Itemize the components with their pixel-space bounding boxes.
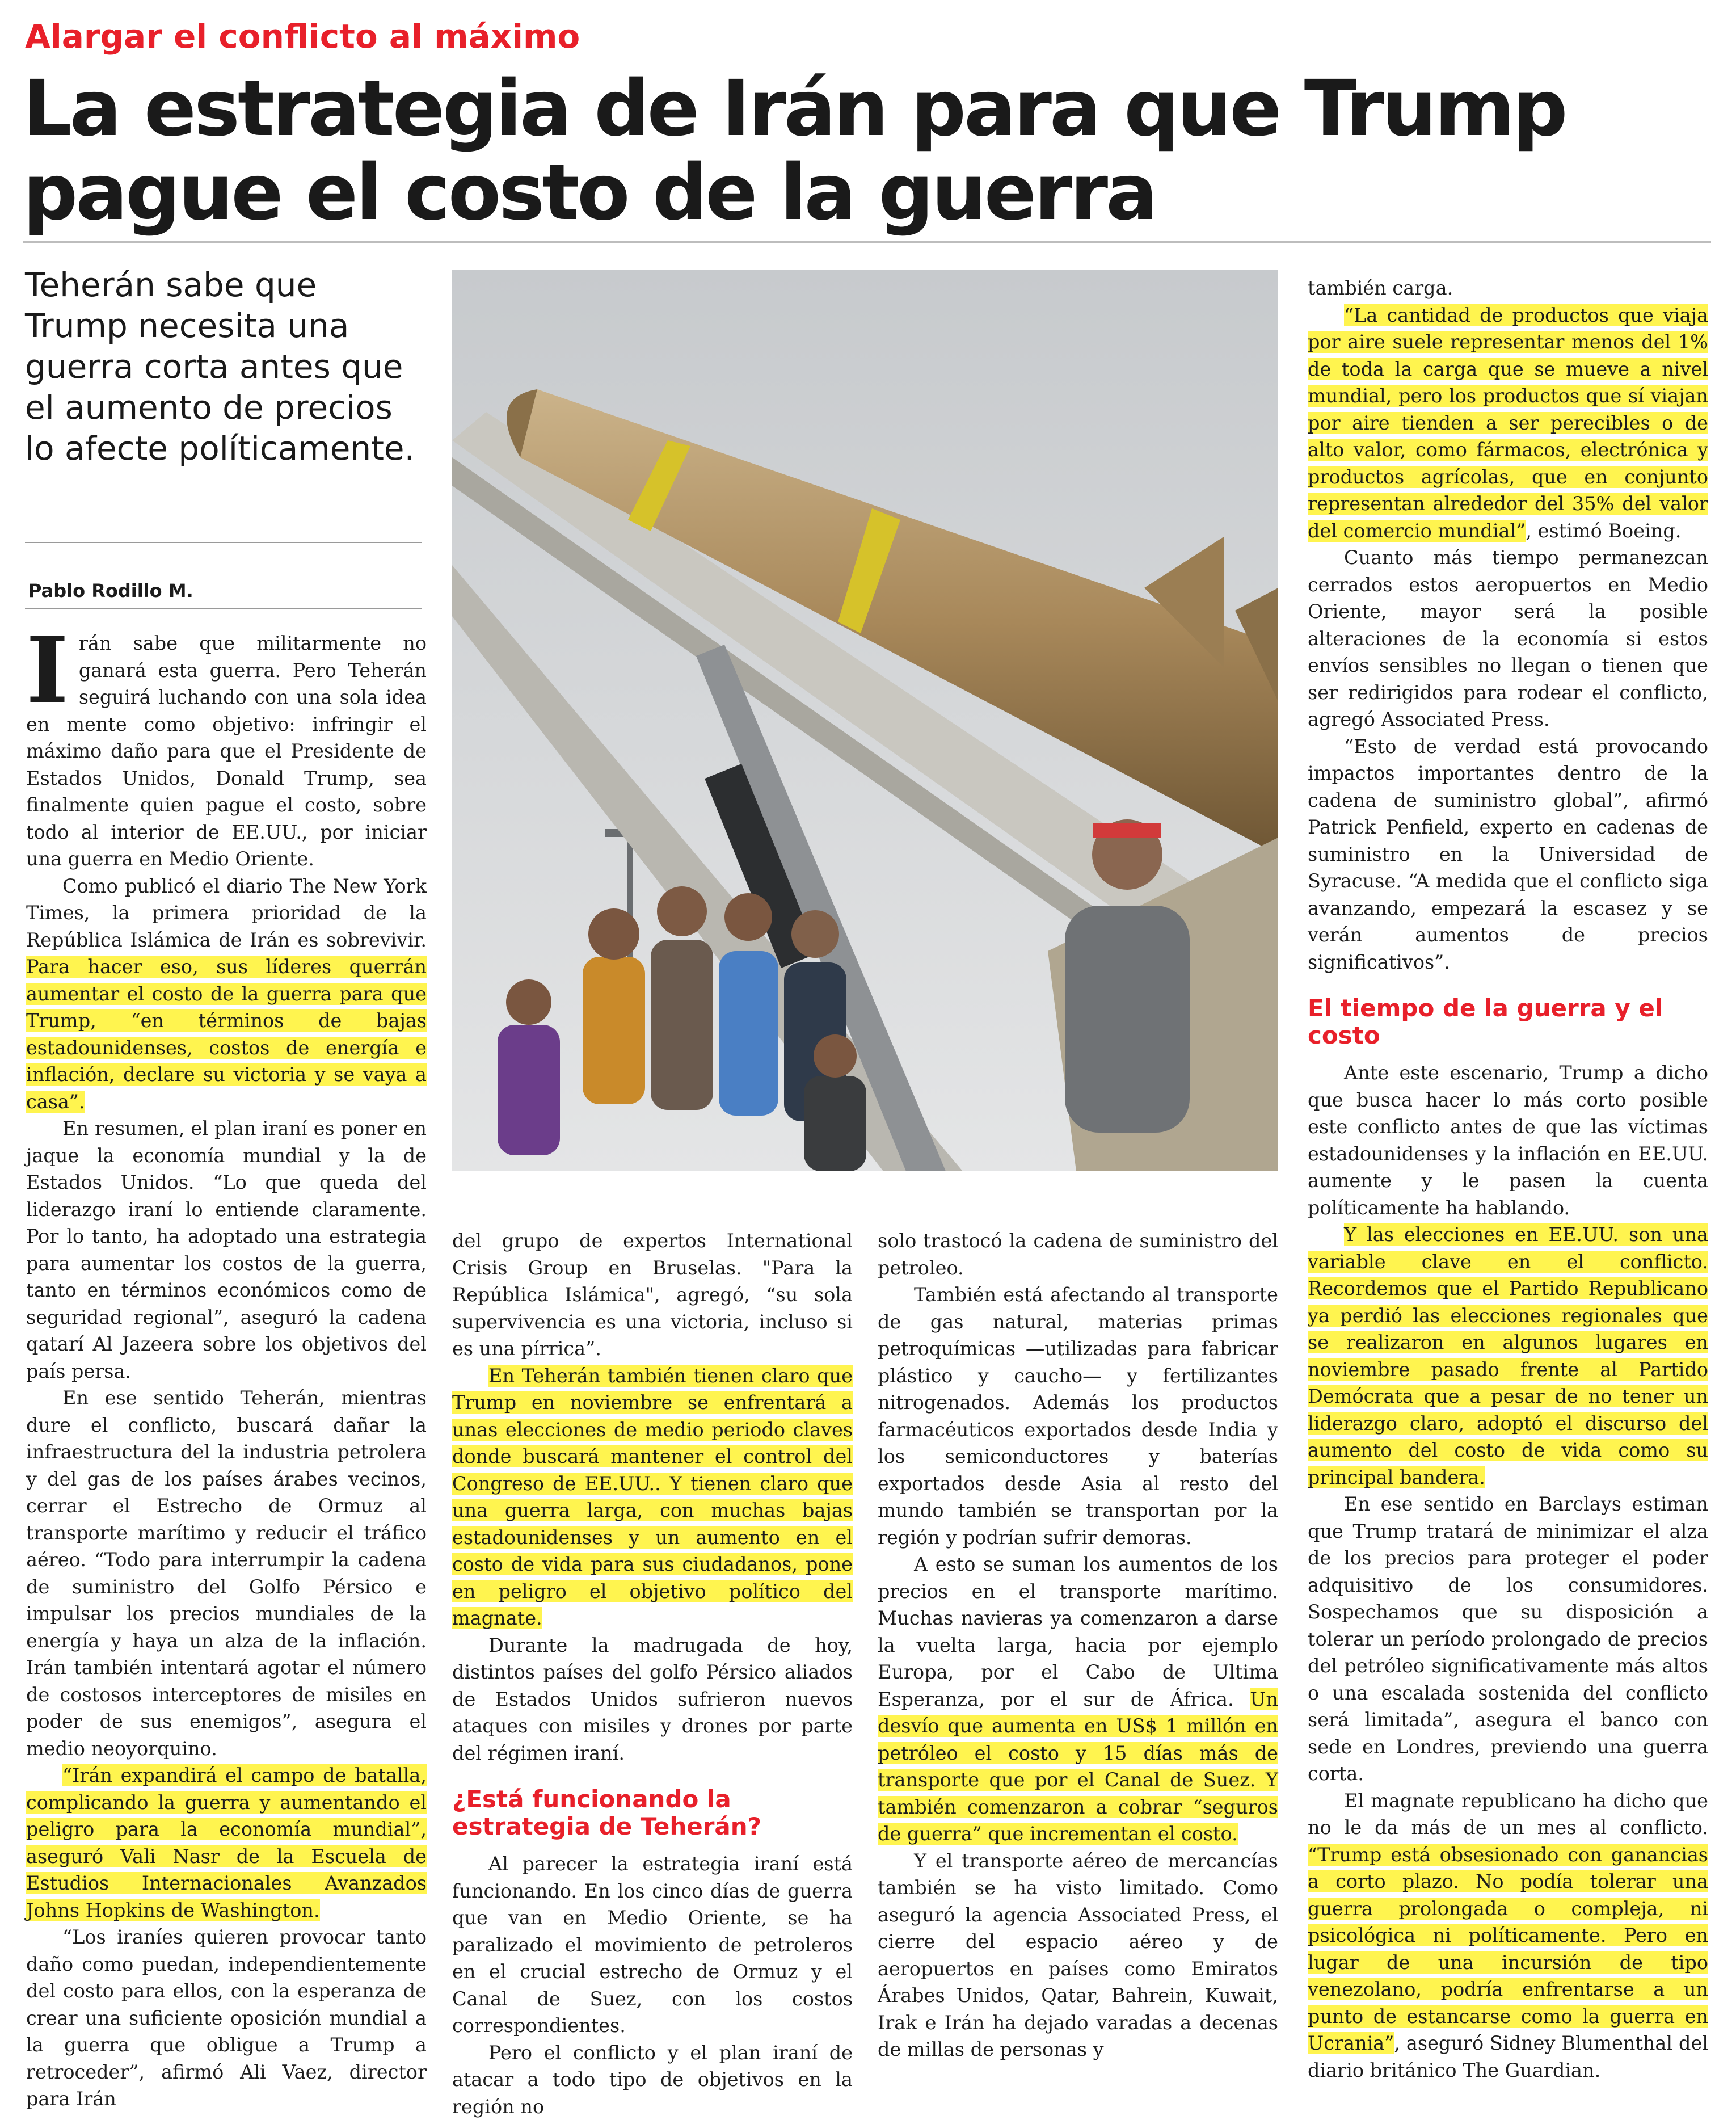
col4-subhead: El tiempo de la guerra y el costo [1308, 995, 1708, 1049]
deck: Teherán sabe que Trump necesita una guerra corta antes que el aumento de precios lo afecte políticamente. [25, 264, 422, 469]
col4-paragraph-5: Ante este escenario, Trump a dicho que busca hacer lo más corto posible este conflicto antes de que las víctimas estadounidenses y la inflación en EE.UU. aumente y le pasen la cuenta políticamente ha hablando. [1308, 1059, 1708, 1221]
col1-paragraph-3: En resumen, el plan iraní es poner en jaque la economía mundial y la de Estados Unidos. “Lo que queda del liderazgo iraní lo entiende claramente. Por lo tanto, ha adoptado una estrategia para aumentar los costos de la guerra, tanto en términos económicos como de seguridad regional”, aseguró la cadena qatarí Al Jazeera sobre los objetivos del país persa. [26, 1115, 427, 1385]
col4-paragraph-7: En ese sentido en Barclays estiman que Trump tratará de minimizar el alza de los precios para proteger el poder adquisitivo de los consumidores. Sospechamos que su disposición a tolerar un período prolongado de precios del petróleo significativamente más altos o una escalada sostenida del conflicto será limitada”, asegura el banco con sede en Londres, previendo una guerra corta. [1308, 1491, 1708, 1787]
col1-paragraph-4: En ese sentido Teherán, mientras dure el conflicto, buscará dañar la infraestructura del la industria petrolera y del gas de los países árabes vecinos, cerrar el Estrecho de Ormuz al transporte marítimo y reducir el tráfico aéreo. “Todo para interrumpir la cadena de suministro del Golfo Pérsico e impulsar los precios mundiales de la energía y haya un alza de la inflación. Irán también intentará agotar el número de costosos interceptores de misiles en poder de sus enemigos”, asegura el medio neoyorquino. [26, 1385, 427, 1762]
article-photo [452, 270, 1278, 1171]
dropcap: I [26, 633, 69, 707]
col2-paragraph-5: Pero el conflicto y el plan iraní de atacar a todo tipo de objetivos en la región no [452, 2039, 853, 2120]
col3-paragraph-2: También está afectando al transporte de gas natural, materias primas petroquímicas —utilizadas para fabricar plástico y caucho— y fertilizantes nitrogenados. Además los productos farmacéuticos exportados desde India y los semiconductores y baterías exportados desde Asia al resto del mundo también se transportan por la región y podrían sufrir demoras. [878, 1281, 1278, 1551]
col3-paragraph-4: Y el transporte aéreo de mercancías también se ha visto limitado. Como aseguró la agencia Associated Press, el cierre del espacio aéreo y de aeropuertos en países como Emiratos Árabes Unidos, Qatar, Bahrein, Kuwait, Irak e Irán ha dejado varadas a decenas de millas de personas y [878, 1848, 1278, 2063]
col2-subhead: ¿Está funcionando la estrategia de Teherán? [452, 1786, 853, 1840]
col4-p8-tail: , aseguró Sidney Blumenthal del diario británico The Guardian. [1308, 2032, 1708, 2081]
byline-rule [25, 608, 422, 609]
col1-paragraph-1 [26, 630, 427, 873]
col4-p8-highlight: “Trump está obsesionado con ganancias a corto plazo. No podía tolerar una guerra prolongada o compleja, ni psicológica ni políticamente. Pero en lugar de una incursión de tipo venezolano, podría enfrentarse a un punto de estancarse como la guerra en Ucrania” [1308, 1844, 1708, 2055]
col4-paragraph-6 [1308, 1221, 1708, 1491]
col1-p2-highlight: Para hacer eso, sus líderes querrán aumentar el costo de la guerra para que Trump, “en términos de bajas estadounidenses, costos de energía e inflación, declare su victoria y se vaya a casa”. [26, 956, 427, 1113]
col1-p5-highlight: “Irán expandirá el campo de batalla, complicando la guerra y aumentando el peligro para la economía mundial”, aseguró Vali Nasr de la Escuela de Estudios Internacionales Avanzados Johns Hopkins de Washington. [26, 1764, 427, 1921]
kicker: Alargar el conflicto al máximo [25, 17, 580, 56]
col3-p3-text: A esto se suman los aumentos de los precios en el transporte marítimo. Muchas navieras ya comenzaron a darse la vuelta larga, hacia por ejemplo Europa, por el Cabo de Ultima Esperanza, por el sur de África. [878, 1553, 1278, 1710]
col1-p1-text: rán sabe que militarmente no ganará esta guerra. Pero Teherán seguirá luchando con una sola idea en mente como objetivo: infringir el máximo daño para que el Presidente de Estados Unidos, Donald Trump, sea finalmente quien pague el costo, sobre todo al interior de EE.UU., por iniciar una guerra en Medio Oriente. [26, 632, 427, 870]
col4-p2-highlight: “La cantidad de productos que viaja por aire suele representar menos del 1% de toda la carga que se mueve a nivel mundial, pero los productos que sí viajan por aire tienden a ser perecibles o de alto valor, como fármacos, electrónica y productos agrícolas, que en conjunto representan alrededor del 35% del valor del comercio mundial” [1308, 304, 1708, 542]
col4-p6-highlight: Y las elecciones en EE.UU. son una variable clave en el conflicto. Recordemos que el Partido Republicano ya perdió las elecciones regionales que se realizaron en algunos lugares en noviembre pasado frente al Partido Demócrata que a pesar de no tener un liderazgo claro, adoptó el discurso del aumento del costo de vida como su principal bandera. [1308, 1223, 1708, 1488]
column-4 [1308, 275, 1708, 2084]
top-rule [23, 241, 1711, 243]
col3-p3-highlight: Un desvío que aumenta en US$ 1 millón en petróleo el costo y 15 días más de transporte que por el Canal de Suez. Y también comenzaron a cobrar “seguros de guerra” que incrementan el costo. [878, 1688, 1278, 1845]
missile-photo-illustration [452, 270, 1278, 1171]
col3-paragraph-3 [878, 1551, 1278, 1848]
col4-p8-text: El magnate republicano ha dicho que no le da más de un mes al conflicto. [1308, 1790, 1708, 1839]
col4-paragraph-1: también carga. [1308, 275, 1708, 302]
col3-paragraph-1: solo trastocó la cadena de suministro del petroleo. [878, 1227, 1278, 1281]
col4-paragraph-8 [1308, 1787, 1708, 2084]
col4-paragraph-4: “Esto de verdad está provocando impactos importantes dentro de la cadena de suministro global”, afirmó Patrick Penfield, experto en cadenas de suministro en la Universidad de Syracuse. “A medida que el conflicto siga avanzando, empezará la escasez y se verán aumentos de precios significativos”. [1308, 733, 1708, 976]
col4-paragraph-2 [1308, 302, 1708, 545]
column-2 [452, 1227, 853, 2120]
col2-paragraph-3: Durante la madrugada de hoy, distintos países del golfo Pérsico aliados de Estados Unidos sufrieron nuevos ataques con misiles y drones por parte del régimen iraní. [452, 1632, 853, 1767]
col2-p2-highlight: En Teherán también tienen claro que Trump en noviembre se enfrentará a unas elecciones de medio periodo claves donde buscará mantener el control del Congreso de EE.UU.. Y tienen claro que una guerra larga, con muchas bajas estadounidenses y un aumento en el costo de vida para sus ciudadanos, pone en peligro el objetivo político del magnate. [452, 1365, 853, 1630]
col4-paragraph-3: Cuanto más tiempo permanezcan cerrados estos aeropuertos en Medio Oriente, mayor será la posible alteraciones de la economía si estos envíos sensibles no llegan o tienen que ser redirigidos para rodear el conflicto, agregó Associated Press. [1308, 544, 1708, 733]
col1-paragraph-6: “Los iraníes quieren provocar tanto daño como puedan, independientemente del costo para ellos, con la esperanza de crear una suficiente oposición mundial a la guerra que obligue a Trump a retroceder”, afirmó Ali Vaez, director para Irán [26, 1924, 427, 2113]
col2-paragraph-1: del grupo de expertos International Crisis Group en Bruselas. "Para la República Islámica", agregó, “su sola supervivencia es una victoria, incluso si es una pírrica”. [452, 1227, 853, 1362]
col2-paragraph-4: Al parecer la estrategia iraní está funcionando. En los cinco días de guerra que van en Medio Oriente, se ha paralizado el movimiento de petroleros en el crucial estrecho de Ormuz y el Canal de Suez, con los costos correspondientes. [452, 1850, 853, 2039]
col1-p2-text: Como publicó el diario The New York Times, la primera prioridad de la República Islámica de Irán es sobrevivir. [26, 875, 427, 951]
column-1 [26, 630, 427, 2113]
headline: La estrategia de Irán para que Trump pague el costo de la guerra [23, 67, 1668, 235]
byline: Pablo Rodillo M. [28, 580, 193, 601]
col1-paragraph-2 [26, 873, 427, 1116]
deck-rule [25, 542, 422, 543]
col4-p2-text: , estimó Boeing. [1526, 520, 1681, 542]
col1-paragraph-5 [26, 1762, 427, 1924]
column-3 [878, 1227, 1278, 2063]
col2-paragraph-2 [452, 1362, 853, 1632]
